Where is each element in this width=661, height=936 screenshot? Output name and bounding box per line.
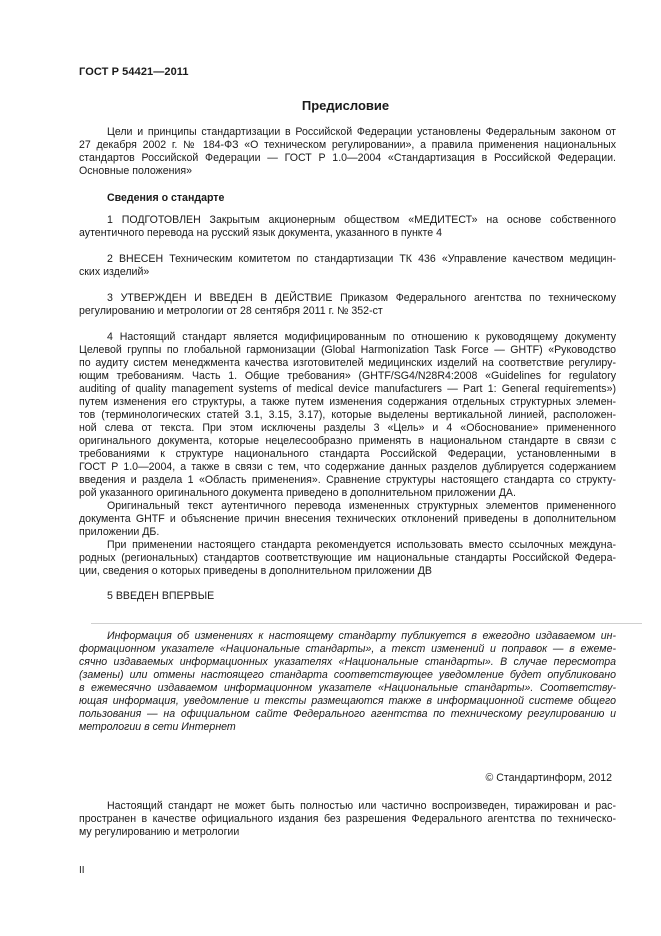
intro-paragraph [79, 126, 616, 178]
item-4b-line: Оригинальный текст аутентичного перевода измененных структурных элементов примененного [107, 500, 616, 512]
item-4b-line: документа GHTF и объяснение причин внесения технических отклонений приведены в дополнительном [79, 513, 616, 525]
notice-line: сячно издаваемых информационных указателях «Национальные стандарты». В случае пересмотра [79, 656, 616, 668]
reproduction-line: пространен в качестве официального издания без разрешения Федерального агентства по техническо- [79, 813, 616, 825]
standard-id-header: ГОСТ Р 54421—2011 [79, 66, 189, 78]
item-4-line: путем изменения его структуры, а также путем изменения содержания отдельных структурных элемен- [79, 396, 616, 408]
item-4-line: Целевой группы по глобальной гармонизации (Global Harmonization Task Force — GHTF) «Руководство [79, 344, 616, 356]
item-4-line: введения и раздела 1 «Область применения». Сравнение структуры настоящего стандарта со структу- [79, 474, 616, 486]
notice-line: ющая информация, уведомление и тексты размещаются также в информационной системе общего [79, 695, 616, 707]
intro-line: 27 декабря 2002 г. № 184-ФЗ «О техническом регулировании», а правила применения национальных [79, 139, 616, 151]
item-4-line: рой указанного оригинального документа приведено в дополнительном приложении ДА. [79, 487, 516, 499]
item-1-line: 1 ПОДГОТОВЛЕН Закрытым акционерным обществом «МЕДИТЕСТ» на основе собственного [107, 214, 616, 226]
item-4-line: ГОСТ Р 1.0—2004, а также в связи с тем, что содержание данных разделов дублируется содержанием [79, 461, 616, 473]
item-4-line: ной слева от текста. При этом исключены разделы 3 «Цель» и 4 «Обоснование» примененного [79, 422, 616, 434]
intro-line: стандартов Российской Федерации — ГОСТ Р 1.0—2004 «Стандартизация в Российской Федерации. [79, 152, 616, 164]
item-3-paragraph [79, 292, 616, 318]
item-4-line: тов (терминологических статей 3.1, 3.15, 3.17), которые выделены вертикальной линией, расположен- [79, 409, 616, 421]
item-4c-line: ции, сведения о которых приведены в дополнительном приложении ДВ [79, 565, 432, 577]
item-4-line: ющим требованиям. Часть 1. Общие требования» (GHTF/SG4/N28R4:2008 «Guidelines for regulatory [79, 370, 616, 382]
notice-line: в ежемесячно издаваемом информационном указателе «Национальные стандарты». Соответству- [79, 682, 616, 694]
item-4c-line: родных (региональных) стандартов соответствующие им национальные стандарты Российской Федера- [79, 552, 616, 564]
item-3-line: регулированию и метрологии от 28 сентября 2011 г. № 352-ст [79, 305, 383, 317]
copyright-notice: © Стандартинформ, 2012 [485, 772, 612, 784]
notice-line: формационном указателе «Национальные стандарты», а текст изменений и поправок — в ежеме- [79, 643, 616, 655]
notice-line: Информация об изменениях к настоящему стандарту публикуется в ежегодно издаваемом ин- [107, 630, 616, 642]
item-4b-line: приложении ДБ. [79, 526, 160, 538]
notice-line: (замены) или отмены настоящего стандарта соответствующее уведомление будет опубликовано [79, 669, 616, 681]
item-3-line: 3 УТВЕРЖДЕН И ВВЕДЕН В ДЕЙСТВИЕ Приказом Федерального агентства по техническому [107, 292, 616, 304]
item-4-line: auditing of quality management systems of medical device manufacturers — Part 1: General requirements») [79, 383, 616, 395]
item-4c-line: При применении настоящего стандарта рекомендуется использовать вместо ссылочных междуна- [107, 539, 616, 551]
item-2-line: 2 ВНЕСЕН Техническим комитетом по стандартизации ТК 436 «Управление качеством медицин- [107, 253, 616, 265]
reproduction-line: му регулированию и метрологии [79, 826, 240, 838]
notice-line: пользования — на официальном сайте Федерального агентства по техническому регулированию и [79, 708, 616, 720]
notice-paragraph [79, 630, 616, 734]
intro-line: Цели и принципы стандартизации в Российской Федерации установлены Федеральным законом от [107, 126, 616, 138]
item-2-line: ских изделий» [79, 266, 150, 278]
item-2-paragraph [79, 253, 616, 279]
page-number: II [79, 865, 85, 876]
item-4-paragraph [79, 331, 616, 578]
intro-line: Основные положения» [79, 165, 193, 177]
notice-line: метрологии в сети Интернет [79, 721, 236, 733]
info-heading: Сведения о стандарте [107, 192, 225, 204]
item-4-line: оригинального документа, которые нецелесообразно применять в национальном стандарте в связи с [79, 435, 616, 447]
section-title: Предисловие [301, 98, 390, 113]
reproduction-line: Настоящий стандарт не может быть полностью или частично воспроизведен, тиражирован и рас- [107, 800, 616, 812]
separator-line [91, 623, 642, 624]
item-4-line: 4 Настоящий стандарт является модифицированным по отношению к руководящему документу [107, 331, 616, 343]
item-4-line: по аудиту систем менеджмента качества изготовителей медицинских изделий на соответствие регулиру- [79, 357, 616, 369]
item-1-paragraph [79, 214, 616, 240]
item-4-line: требованиями к структуре национального стандарта Российской Федерации, установленными в [79, 448, 616, 460]
reproduction-paragraph [79, 800, 616, 839]
item-1-line: аутентичного перевода на русский язык документа, указанного в пункте 4 [79, 227, 443, 239]
item-5-paragraph: 5 ВВЕДЕН ВПЕРВЫЕ [107, 590, 215, 602]
